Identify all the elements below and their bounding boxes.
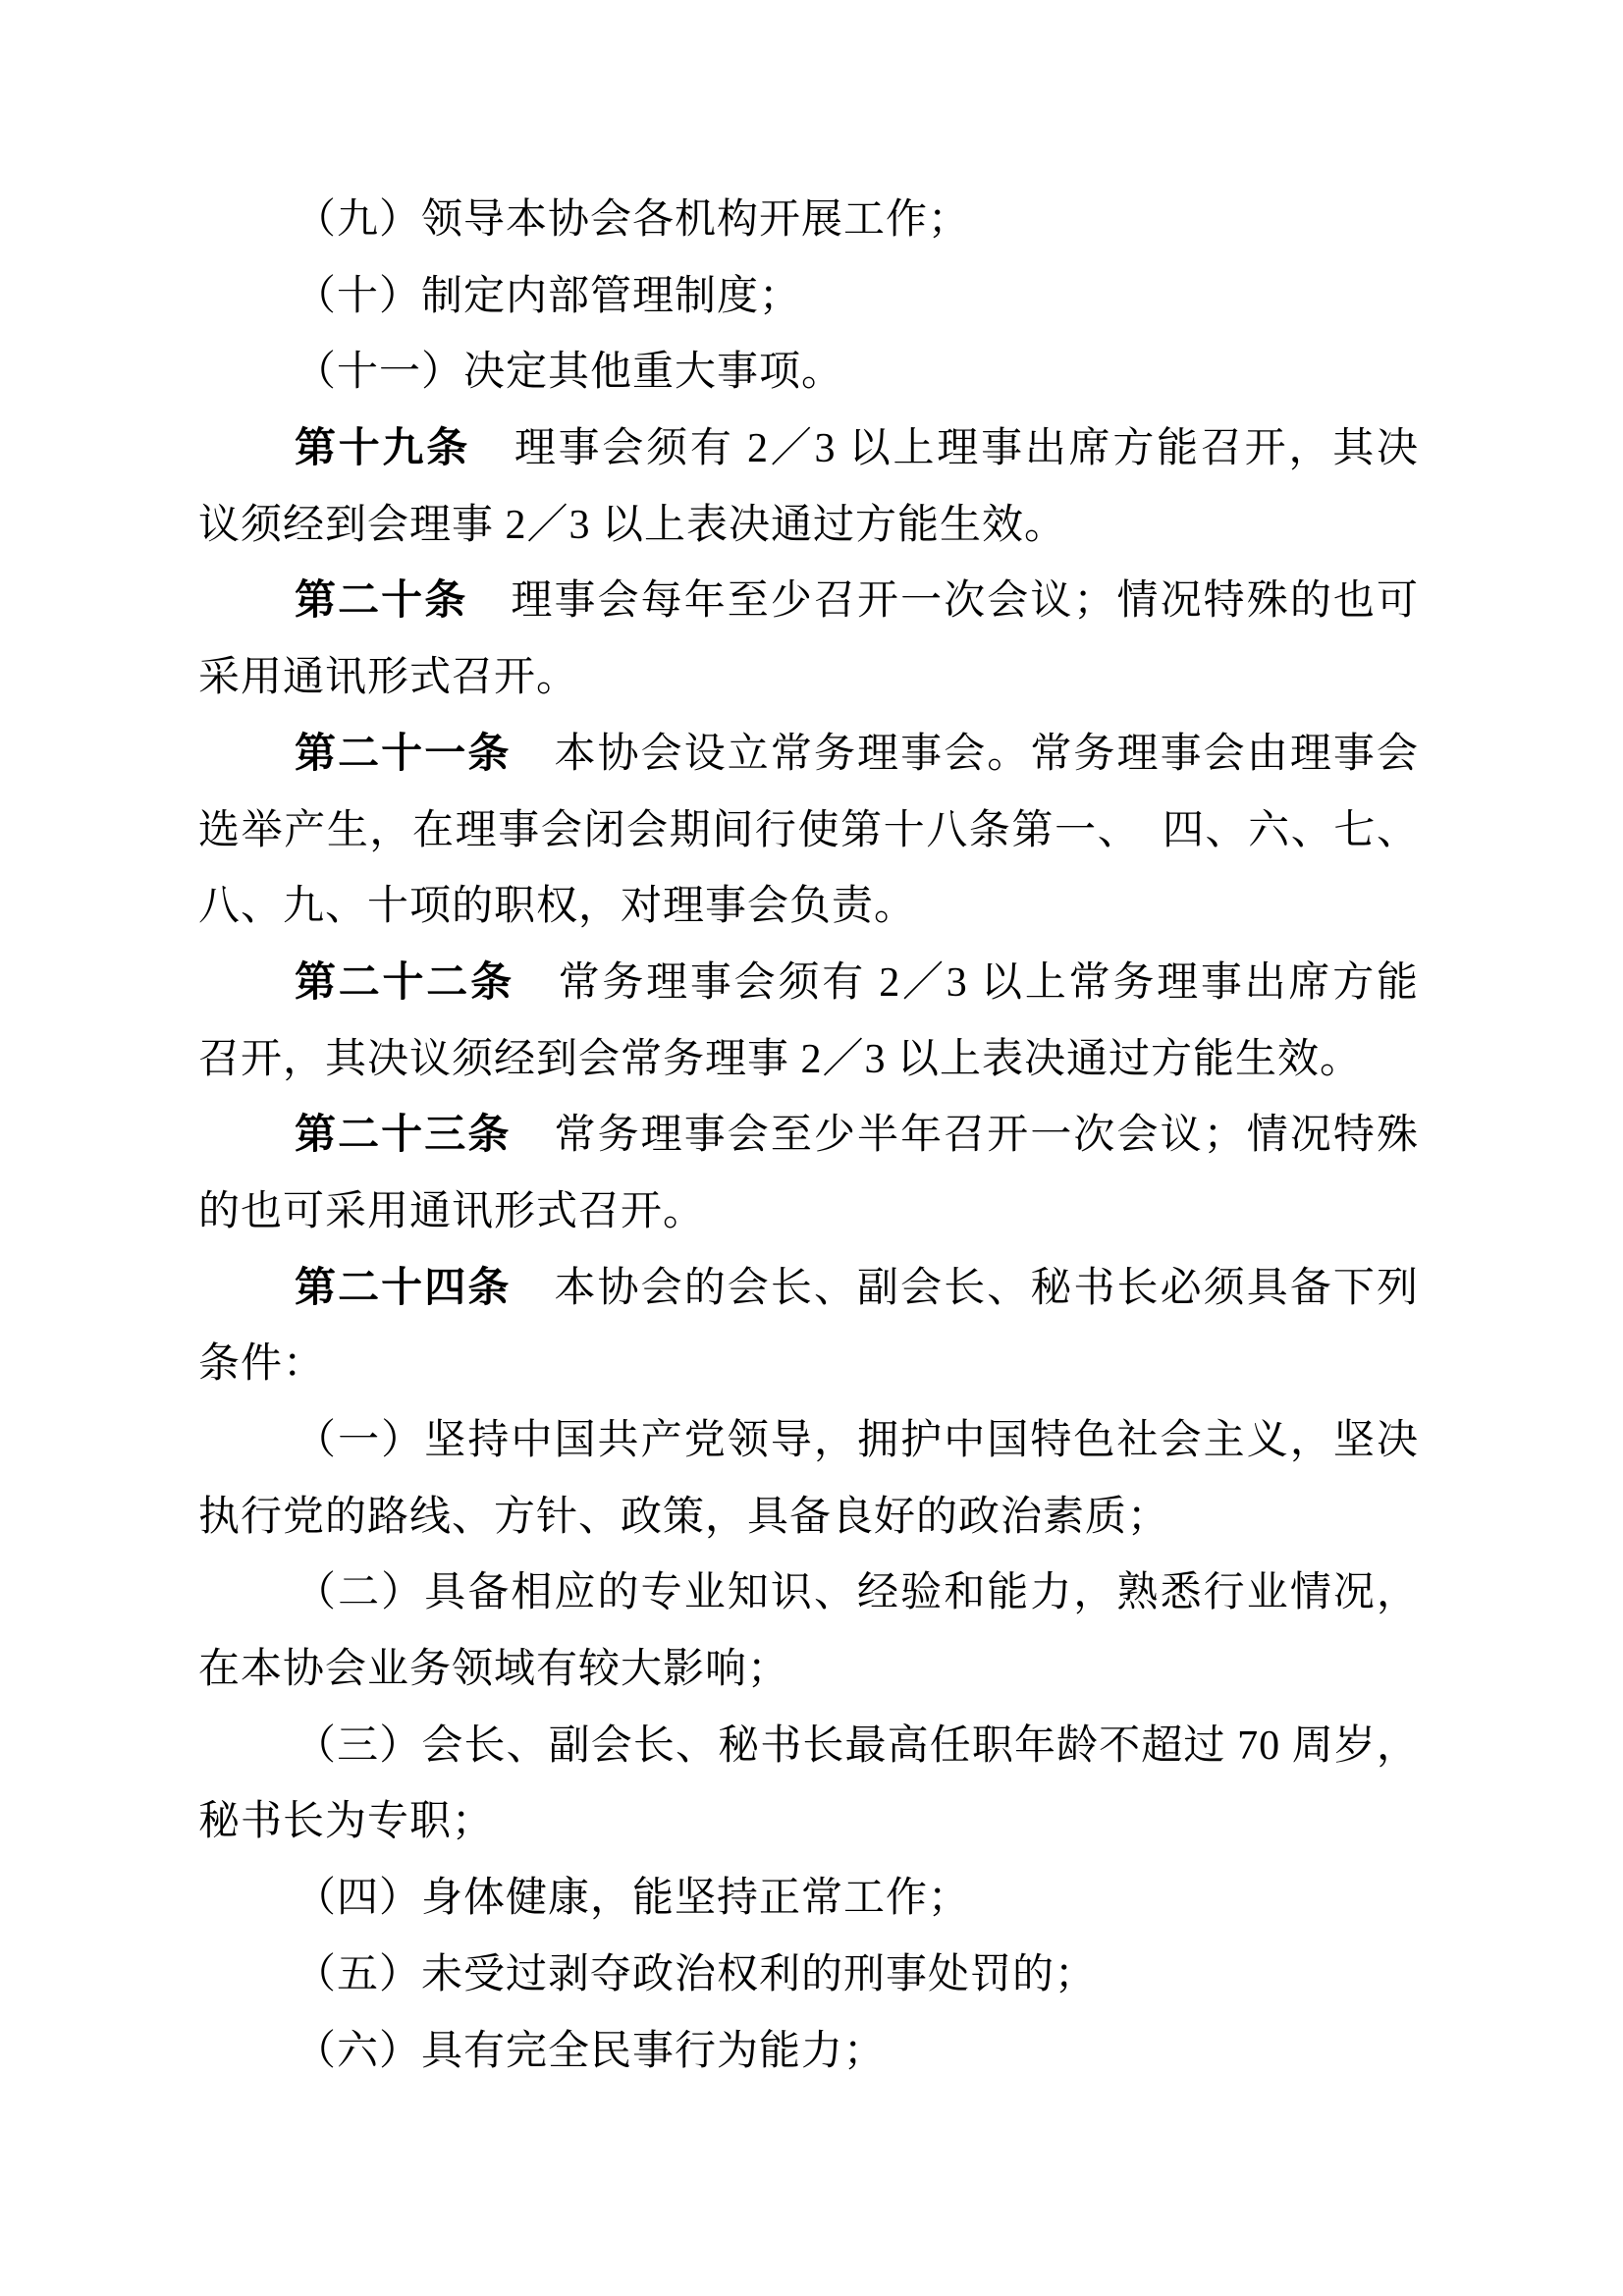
text-run: 采用通讯形式召开。 [198, 655, 579, 701]
text-run: 秘书长为专职； [198, 1799, 495, 1845]
article-number: 第十九条 [295, 426, 471, 472]
text-line [198, 1632, 1419, 1709]
text-run: 理事会每年至少召开一次会议；情况特殊的也可 [467, 578, 1419, 625]
text-line [198, 1098, 1419, 1175]
text-line [198, 335, 1419, 411]
text-run: （五）未受过剥夺政治权利的刑事处罚的； [295, 1951, 1098, 1997]
text-run: 在本协会业务领域有较大影响； [198, 1647, 790, 1693]
text-run: （二）具备相应的专业知识、经验和能力，熟悉行业情况， [295, 1570, 1419, 1616]
text-run: 八、九、十项的职权，对理事会负责。 [198, 884, 917, 930]
text-line [198, 564, 1419, 640]
text-line [198, 1784, 1419, 1861]
text-line [198, 1022, 1419, 1099]
text-line [198, 1938, 1419, 2014]
text-run: 常务理事会至少半年召开一次会议；情况特殊 [511, 1113, 1419, 1159]
text-run: 执行党的路线、方针、政策，具备良好的政治素质； [198, 1494, 1170, 1540]
text-line [198, 869, 1419, 946]
text-run: 理事会须有 2／3 以上理事出席方能召开，其决 [470, 426, 1419, 472]
text-run: 本协会设立常务理事会。常务理事会由理事会 [511, 731, 1419, 777]
text-line [198, 1480, 1419, 1557]
text-line [198, 793, 1419, 870]
text-run: 召开，其决议须经到会常务理事 2／3 以上表决通过方能生效。 [198, 1036, 1363, 1082]
text-run: 条件： [198, 1341, 326, 1388]
text-line [198, 1327, 1419, 1403]
text-line [198, 1403, 1419, 1480]
text-run: （六）具有完全民事行为能力； [295, 2028, 887, 2074]
text-line [198, 717, 1419, 793]
text-line [198, 259, 1419, 336]
text-line [198, 1175, 1419, 1251]
text-line [198, 1251, 1419, 1328]
text-run: 议须经到会理事 2／3 以上表决通过方能生效。 [198, 502, 1067, 548]
text-line [198, 640, 1419, 717]
text-run: （十一）决定其他重大事项。 [295, 350, 844, 396]
text-run: 选举产生，在理事会闭会期间行使第十八条第一、 四、六、七、 [198, 807, 1419, 853]
text-run: 本协会的会长、副会长、秘书长必须具备下列 [511, 1265, 1419, 1311]
article-number: 第二十一条 [295, 731, 512, 777]
text-line [198, 1556, 1419, 1632]
text-run: （十）制定内部管理制度； [295, 273, 802, 319]
article-number: 第二十条 [295, 578, 468, 625]
document-text-block [198, 183, 1419, 2090]
text-run: 的也可采用通讯形式召开。 [198, 1188, 706, 1234]
article-number: 第二十二条 [295, 959, 514, 1006]
text-line [198, 2014, 1419, 2091]
text-run: （三）会长、副会长、秘书长最高任职年龄不超过 70 周岁， [295, 1722, 1419, 1769]
article-number: 第二十三条 [295, 1113, 512, 1159]
text-run: （九）领导本协会各机构开展工作； [295, 197, 971, 243]
text-line [198, 488, 1419, 565]
text-line [198, 183, 1419, 259]
text-line [198, 946, 1419, 1022]
text-line [198, 1861, 1419, 1938]
text-line [198, 1709, 1419, 1785]
text-line [198, 411, 1419, 488]
text-run: （四）身体健康，能坚持正常工作； [295, 1876, 971, 1922]
text-run: 常务理事会须有 2／3 以上常务理事出席方能 [514, 959, 1419, 1006]
article-number: 第二十四条 [295, 1265, 512, 1311]
text-run: （一）坚持中国共产党领导，拥护中国特色社会主义，坚决 [295, 1418, 1419, 1463]
